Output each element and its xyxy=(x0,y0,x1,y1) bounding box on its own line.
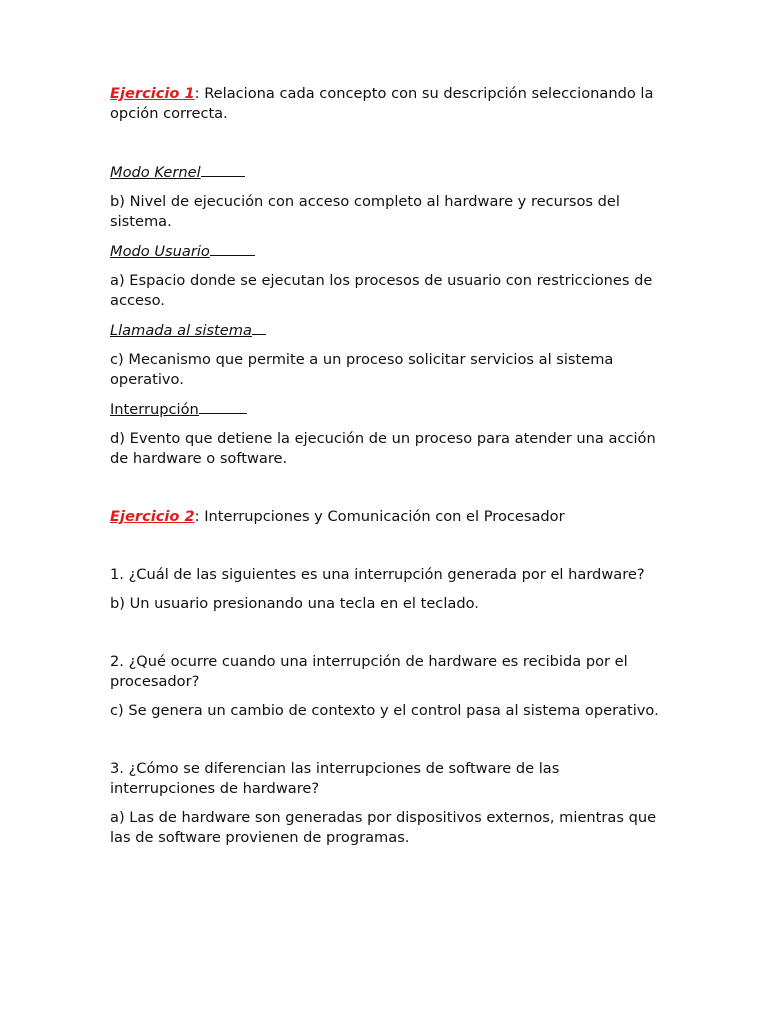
term-description: c) Mecanismo que permite a un proceso solicitar servicios al sistema operativo. xyxy=(110,351,614,388)
term-line xyxy=(110,241,665,262)
answer-2: c) Se genera un cambio de contexto y el control pasa al sistema operativo. xyxy=(110,702,659,719)
question-3: 3. ¿Cómo se diferencian las interrupciones de software de las interrupciones de hardware? xyxy=(110,760,560,797)
term-line xyxy=(110,320,665,341)
term-interrupcion: Interrupción xyxy=(110,401,199,418)
document-body xyxy=(110,84,665,848)
term-description: b) Nivel de ejecución con acceso completo al hardware y recursos del sistema. xyxy=(110,193,620,230)
exercise-1-instruction: : Relaciona cada concepto con su descripción seleccionando la opción correcta. xyxy=(110,85,654,122)
answer-blank xyxy=(210,241,255,256)
question-2: 2. ¿Qué ocurre cuando una interrupción de hardware es recibida por el procesador? xyxy=(110,653,628,690)
answer-blank xyxy=(199,399,247,414)
question-1: 1. ¿Cuál de las siguientes es una interrupción generada por el hardware? xyxy=(110,566,645,583)
term-line xyxy=(110,399,665,420)
answer-blank xyxy=(252,320,266,335)
term-description: d) Evento que detiene la ejecución de un proceso para atender una acción de hardware o software. xyxy=(110,430,656,467)
exercise-2-heading: : Interrupciones y Comunicación con el Procesador xyxy=(194,508,565,525)
exercise-1-header xyxy=(110,84,665,124)
answer-blank xyxy=(201,162,245,177)
exercise-2-title: Ejercicio 2 xyxy=(110,508,195,525)
term-modo-kernel: Modo Kernel xyxy=(110,164,201,181)
answer-1: b) Un usuario presionando una tecla en el teclado. xyxy=(110,595,479,612)
exercise-1-title: Ejercicio 1 xyxy=(110,85,195,102)
term-description: a) Espacio donde se ejecutan los procesos de usuario con restricciones de acceso. xyxy=(110,272,653,309)
term-modo-usuario: Modo Usuario xyxy=(110,243,210,260)
answer-3: a) Las de hardware son generadas por dispositivos externos, mientras que las de software provienen de programas. xyxy=(110,809,657,846)
term-line xyxy=(110,162,665,183)
term-llamada-al-sistema: Llamada al sistema xyxy=(110,322,252,339)
exercise-2-header xyxy=(110,507,665,527)
